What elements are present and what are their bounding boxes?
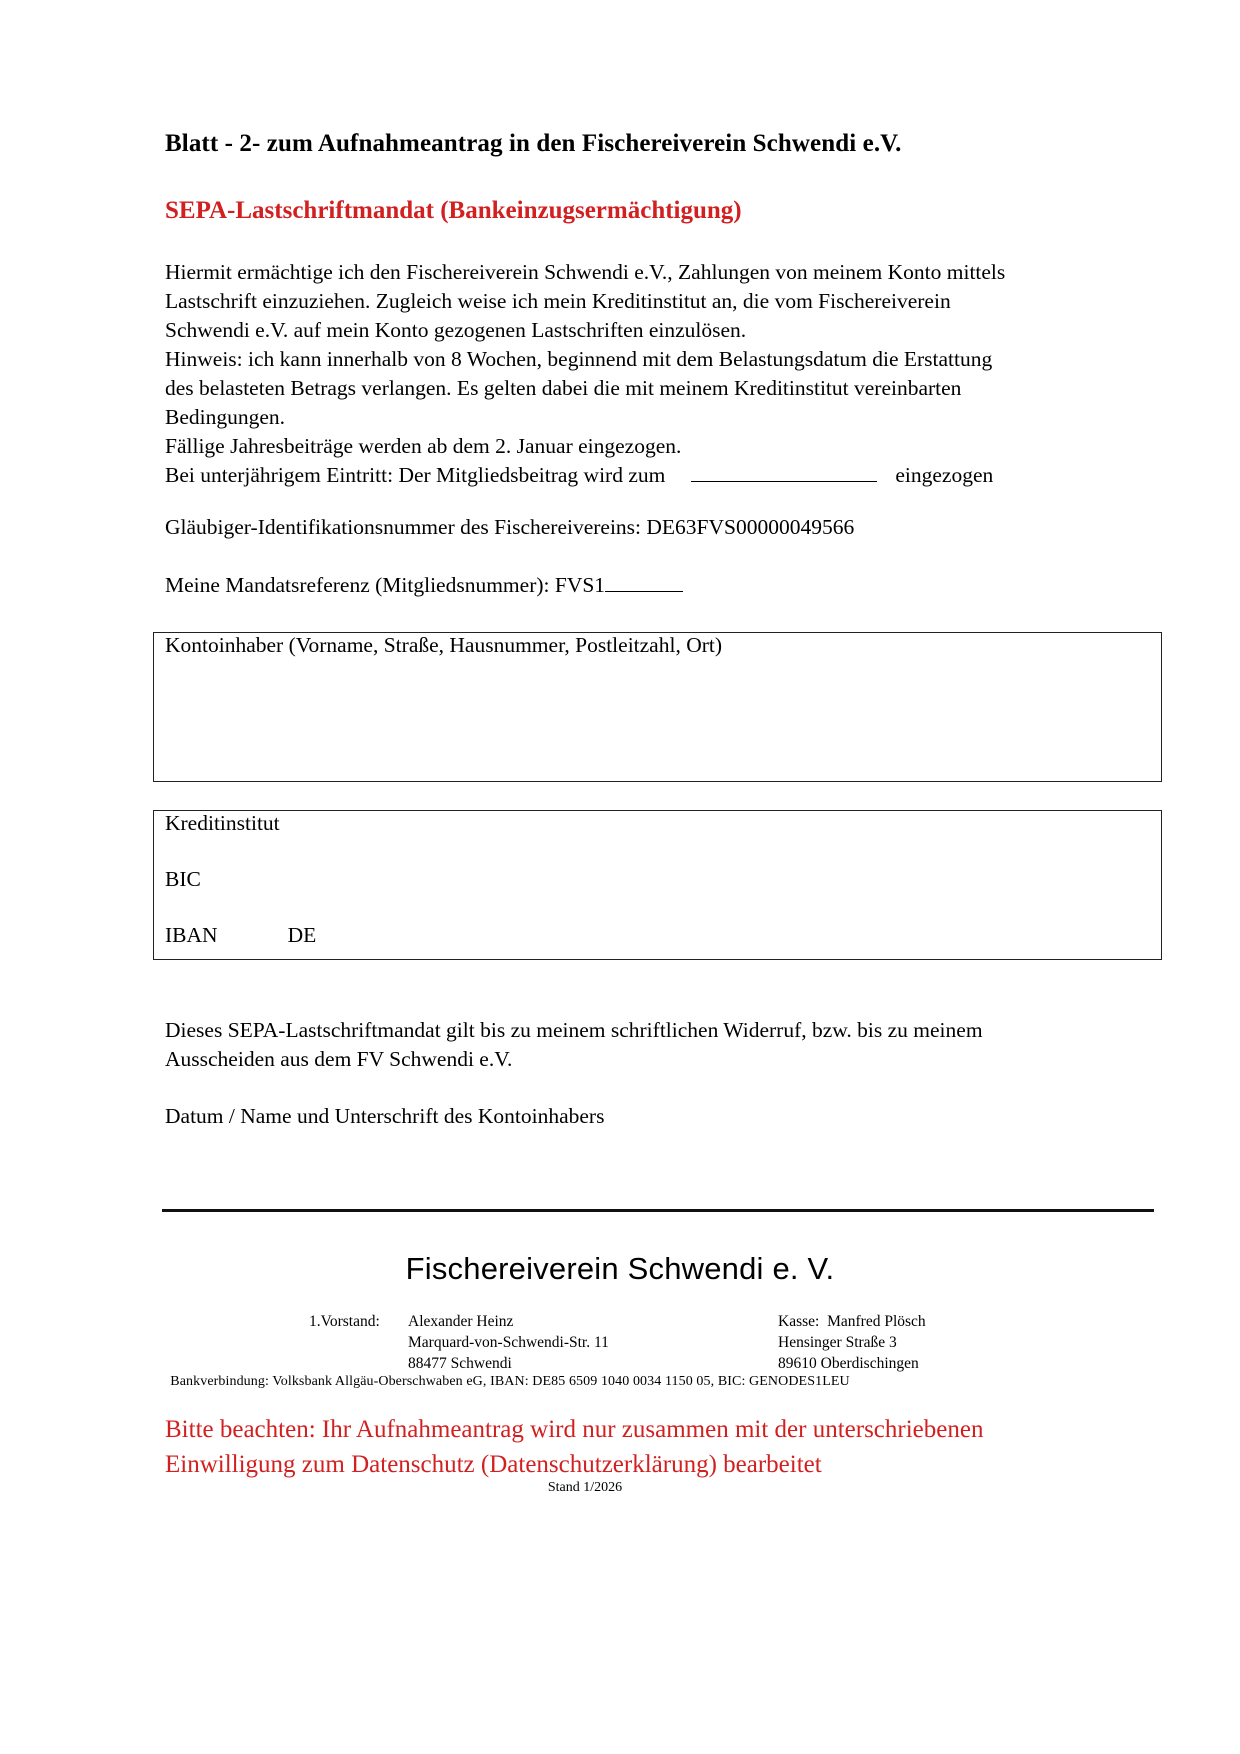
- bank-details-box[interactable]: [153, 810, 1162, 960]
- iban-label: IBAN: [165, 923, 218, 947]
- bank-details-text: Bankverbindung: Volksbank Allgäu-Oberschwaben eG, IBAN: DE85 6509 1040 0034 1150 05, BIC: GENODES1LEU: [170, 1374, 850, 1389]
- treasurer-contact: [778, 1311, 926, 1374]
- footer-bank-details: [0, 1374, 1240, 1390]
- closing-text-line: Ausscheiden aus dem FV Schwendi e.V.: [165, 1047, 513, 1071]
- mandate-reference-prefix: FVS1: [554, 573, 606, 597]
- notice-line: Einwilligung zum Datenschutz (Datenschutzerklärung) bearbeitet: [165, 1451, 822, 1478]
- privacy-notice: [165, 1412, 983, 1482]
- partial-year-suffix: eingezogen: [895, 463, 994, 487]
- iban-line: [165, 923, 316, 948]
- closing-text-line: Dieses SEPA-Lastschriftmandat gilt bis zu meinem schriftlichen Widerruf, bzw. bis zu meinem: [165, 1018, 983, 1042]
- creditor-id-line: [165, 515, 854, 540]
- mandate-text-line: Fällige Jahresbeiträge werden ab dem 2. Januar eingezogen.: [165, 434, 682, 458]
- mandate-text-line: Schwendi e.V. auf mein Konto gezogenen Lastschriften einzulösen.: [165, 318, 747, 342]
- mandate-reference-label: Meine Mandatsreferenz (Mitgliedsnummer):: [165, 573, 550, 597]
- creditor-id-label: Gläubiger-Identifikationsnummer des Fischereivereins:: [165, 515, 642, 539]
- member-number-blank-field[interactable]: [605, 573, 683, 592]
- page-title: Blatt - 2- zum Aufnahmeantrag in den Fischereiverein Schwendi e.V.: [165, 130, 902, 157]
- bank-institute-label: Kreditinstitut: [165, 811, 280, 835]
- partial-year-prefix: Bei unterjährigem Eintritt: Der Mitgliedsbeitrag wird zum: [165, 463, 666, 487]
- account-holder-box[interactable]: [153, 632, 1162, 782]
- notice-line: Bitte beachten: Ihr Aufnahmeantrag wird nur zusammen mit der unterschriebenen: [165, 1416, 984, 1443]
- collection-date-blank-field[interactable]: [691, 463, 877, 482]
- chair-contact: [408, 1311, 609, 1374]
- chair-street: Marquard-von-Schwendi-Str. 11: [408, 1334, 609, 1351]
- mandate-text-line: Hiermit ermächtige ich den Fischereiverein Schwendi e.V., Zahlungen von meinem Konto mittels: [165, 260, 1006, 284]
- document-version: Stand 1/2026: [547, 1480, 623, 1495]
- mandate-text-line: Hinweis: ich kann innerhalb von 8 Wochen, beginnend mit dem Belastungsdatum die Erstattung: [165, 347, 993, 371]
- chair-name: Alexander Heinz: [408, 1313, 514, 1330]
- footer-divider: [162, 1209, 1154, 1212]
- treasurer-city: 89610 Oberdischingen: [778, 1355, 919, 1372]
- account-holder-label: Kontoinhaber (Vorname, Straße, Hausnummer, Postleitzahl, Ort): [165, 633, 723, 657]
- mandate-text-line: Lastschrift einzuziehen. Zugleich weise ich mein Kreditinstitut an, die vom Fischereiverein: [165, 289, 951, 313]
- treasurer-name: Manfred Plösch: [827, 1313, 926, 1330]
- treasurer-line: [778, 1311, 926, 1332]
- treasurer-street: Hensinger Straße 3: [778, 1334, 897, 1351]
- footer-org-name: Fischereiverein Schwendi e. V.: [405, 1251, 835, 1286]
- mandate-text-line: des belasteten Betrags verlangen. Es gelten dabei die mit meinem Kreditinstitut vereinbarten: [165, 376, 962, 400]
- creditor-id-value: DE63FVS00000049566: [646, 515, 855, 539]
- partial-year-line: [165, 461, 1165, 490]
- mandate-validity-text: [165, 1016, 983, 1074]
- mandate-authorization-text: [165, 258, 1165, 490]
- bic-label: BIC: [165, 867, 201, 891]
- mandate-reference-line: [165, 573, 683, 598]
- chair-label: 1.Vorstand:: [309, 1313, 380, 1330]
- iban-country-prefix: DE: [287, 923, 317, 947]
- treasurer-label: Kasse:: [778, 1313, 820, 1330]
- mandate-text-line: Bedingungen.: [165, 405, 286, 429]
- signature-label: Datum / Name und Unterschrift des Kontoinhabers: [165, 1104, 605, 1128]
- section-heading-sepa-mandate: SEPA-Lastschriftmandat (Bankeinzugsermächtigung): [165, 197, 742, 224]
- chair-city: 88477 Schwendi: [408, 1355, 512, 1372]
